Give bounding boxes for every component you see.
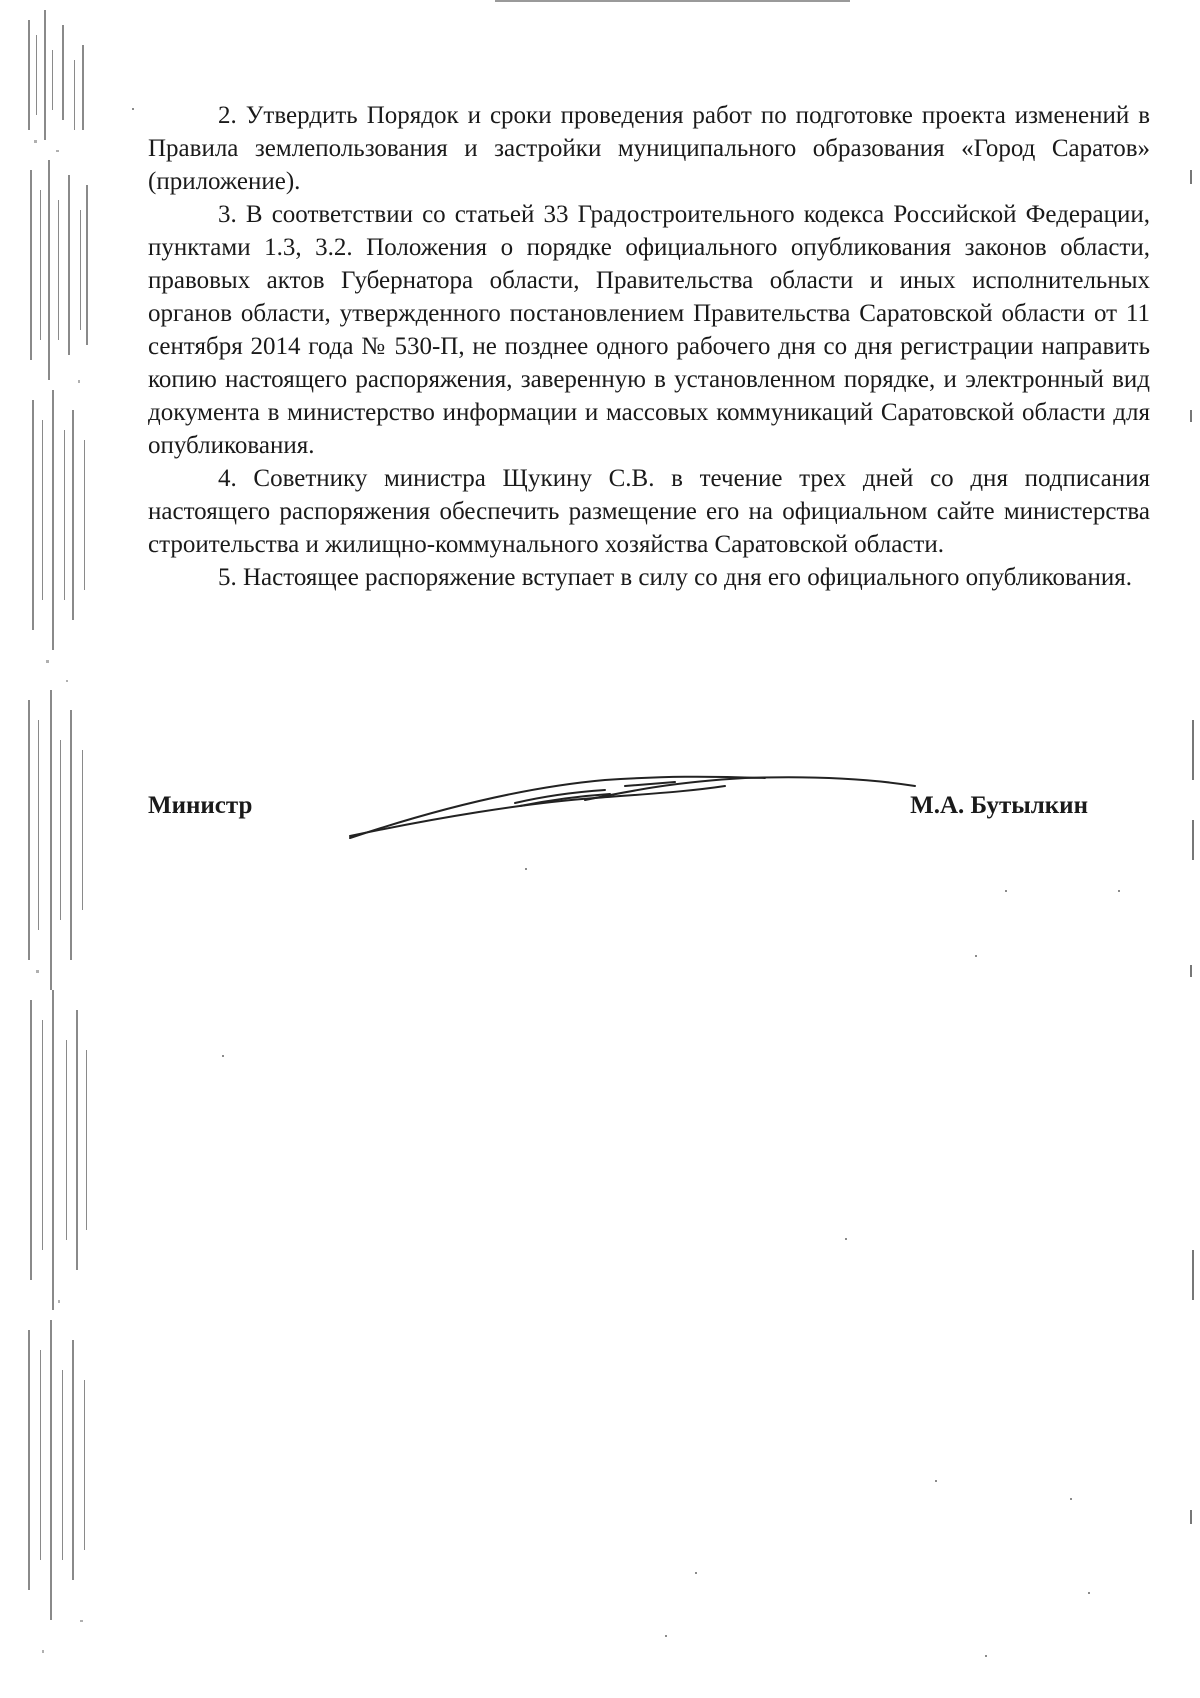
scan-edge-noise — [22, 0, 92, 1698]
scan-speck — [985, 1655, 987, 1657]
scan-speck — [935, 1480, 937, 1482]
scan-speck — [132, 108, 134, 110]
signatory-title: Министр — [148, 792, 253, 819]
scan-speck — [525, 868, 527, 870]
document-body — [148, 99, 1150, 594]
scan-speck — [1005, 890, 1007, 892]
scan-speck — [845, 1238, 847, 1240]
paragraph-2: 2. Утвердить Порядок и сроки проведения работ по подготовке проекта изменений в Правила землепользования и застройки муниципального образования «Город Саратов» (приложение). — [148, 102, 1150, 195]
scan-right-edge-marks — [1180, 0, 1200, 1698]
scan-speck — [665, 1635, 667, 1637]
paragraph-3: 3. В соответствии со статьей 33 Градостроительного кодекса Российской Федерации, пунктами 1.3, 3.2. Положения о порядке официального опубликования законов области, правовых актов Губернатора области, Правительства области и иных исполнительных органов области, утвержденного постановлением Правительства Саратовской области от 11 сентября 2014 года № 530-П, не позднее одного рабочего дня со дня регистрации направить копию настоящего распоряжения, заверенную в установленном порядке, и электронный вид документа в министерство информации и массовых коммуникаций Саратовской области для опубликования. — [148, 201, 1150, 459]
scan-speck — [1118, 890, 1120, 892]
scan-speck — [222, 1055, 224, 1057]
paragraph-5: 5. Настоящее распоряжение вступает в силу со дня его официального опубликования. — [218, 564, 1133, 591]
scan-artifact-top-line — [495, 0, 850, 2]
paragraph-4: 4. Советнику министра Щукину С.В. в течение трех дней со дня подписания настоящего распоряжения обеспечить размещение его на официальном сайте министерства строительства и жилищно-коммунального хозяйства Саратовской области. — [148, 465, 1150, 558]
scan-speck — [975, 955, 977, 957]
scan-speck — [1088, 1592, 1090, 1594]
scan-speck — [695, 1572, 697, 1574]
scan-speck — [1070, 1498, 1072, 1500]
signatory-name: М.А. Бутылкин — [910, 792, 1088, 819]
signature-block — [148, 792, 1088, 832]
